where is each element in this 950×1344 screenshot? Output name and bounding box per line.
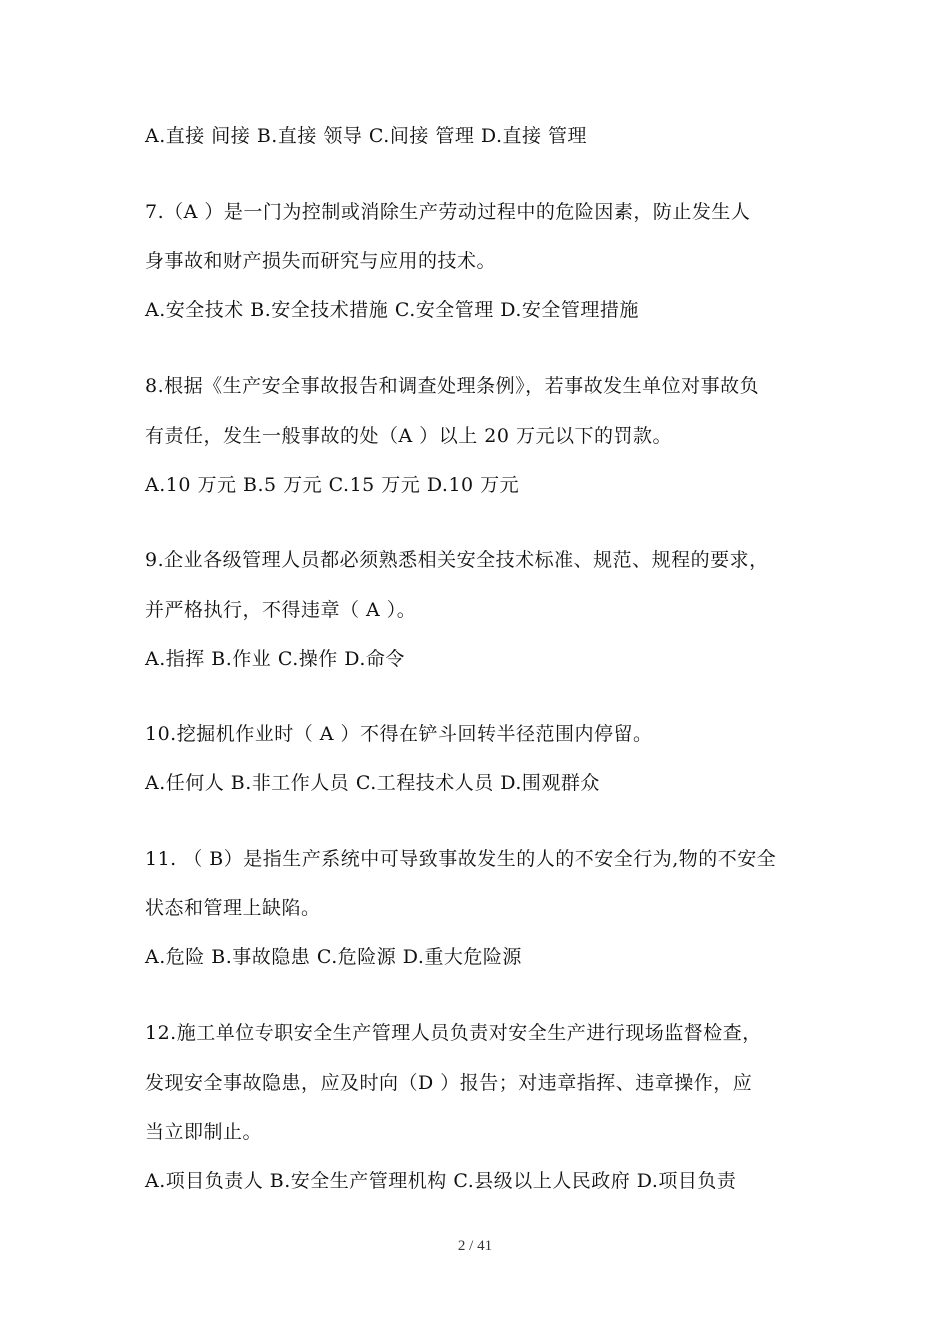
q10-text: 10.挖掘机作业时（ A ）不得在铲斗回转半径范围内停留。 xyxy=(145,723,653,745)
q8-text-line-2: 有责任，发生一般事故的处（A ）以上 20 万元以下的罚款。 xyxy=(145,425,673,447)
q7-options: A.安全技术 B.安全技术措施 C.安全管理 D.安全管理措施 xyxy=(145,299,639,321)
q9-text-line-1: 9.企业各级管理人员都必须熟悉相关安全技术标准、规范、规程的要求， xyxy=(145,549,769,571)
q12-text-line-2: 发现安全事故隐患，应及时向（D ）报告；对违章指挥、违章操作，应 xyxy=(145,1072,753,1094)
q12-options: A.项目负责人 B.安全生产管理机构 C.县级以上人民政府 D.项目负责 xyxy=(145,1170,737,1192)
q9-options: A.指挥 B.作业 C.操作 D.命令 xyxy=(145,648,405,670)
q6-options: A.直接 间接 B.直接 领导 C.间接 管理 D.直接 管理 xyxy=(145,125,588,147)
q7-text-line-1: 7.（A ）是一门为控制或消除生产劳动过程中的危险因素，防止发生人 xyxy=(145,201,751,223)
q7-text-line-2: 身事故和财产损失而研究与应用的技术。 xyxy=(145,250,497,272)
q10-options: A.任何人 B.非工作人员 C.工程技术人员 D.围观群众 xyxy=(145,772,600,794)
q12-text-line-3: 当立即制止。 xyxy=(145,1121,263,1143)
q8-options: A.10 万元 B.5 万元 C.15 万元 D.10 万元 xyxy=(145,474,520,496)
q12-text-line-1: 12.施工单位专职安全生产管理人员负责对安全生产进行现场监督检查， xyxy=(145,1022,762,1044)
q11-text-line-1: 11. （ B）是指生产系统中可导致事故发生的人的不安全行为,物的不安全 xyxy=(145,848,777,870)
page-number: 2 / 41 xyxy=(457,1238,493,1254)
q9-text-line-2: 并严格执行，不得违章（ A ）。 xyxy=(145,599,417,621)
q8-text-line-1: 8.根据《生产安全事故报告和调查处理条例》，若事故发生单位对事故负 xyxy=(145,375,760,397)
q11-text-line-2: 状态和管理上缺陷。 xyxy=(145,897,321,919)
q11-options: A.危险 B.事故隐患 C.危险源 D.重大危险源 xyxy=(145,946,522,968)
